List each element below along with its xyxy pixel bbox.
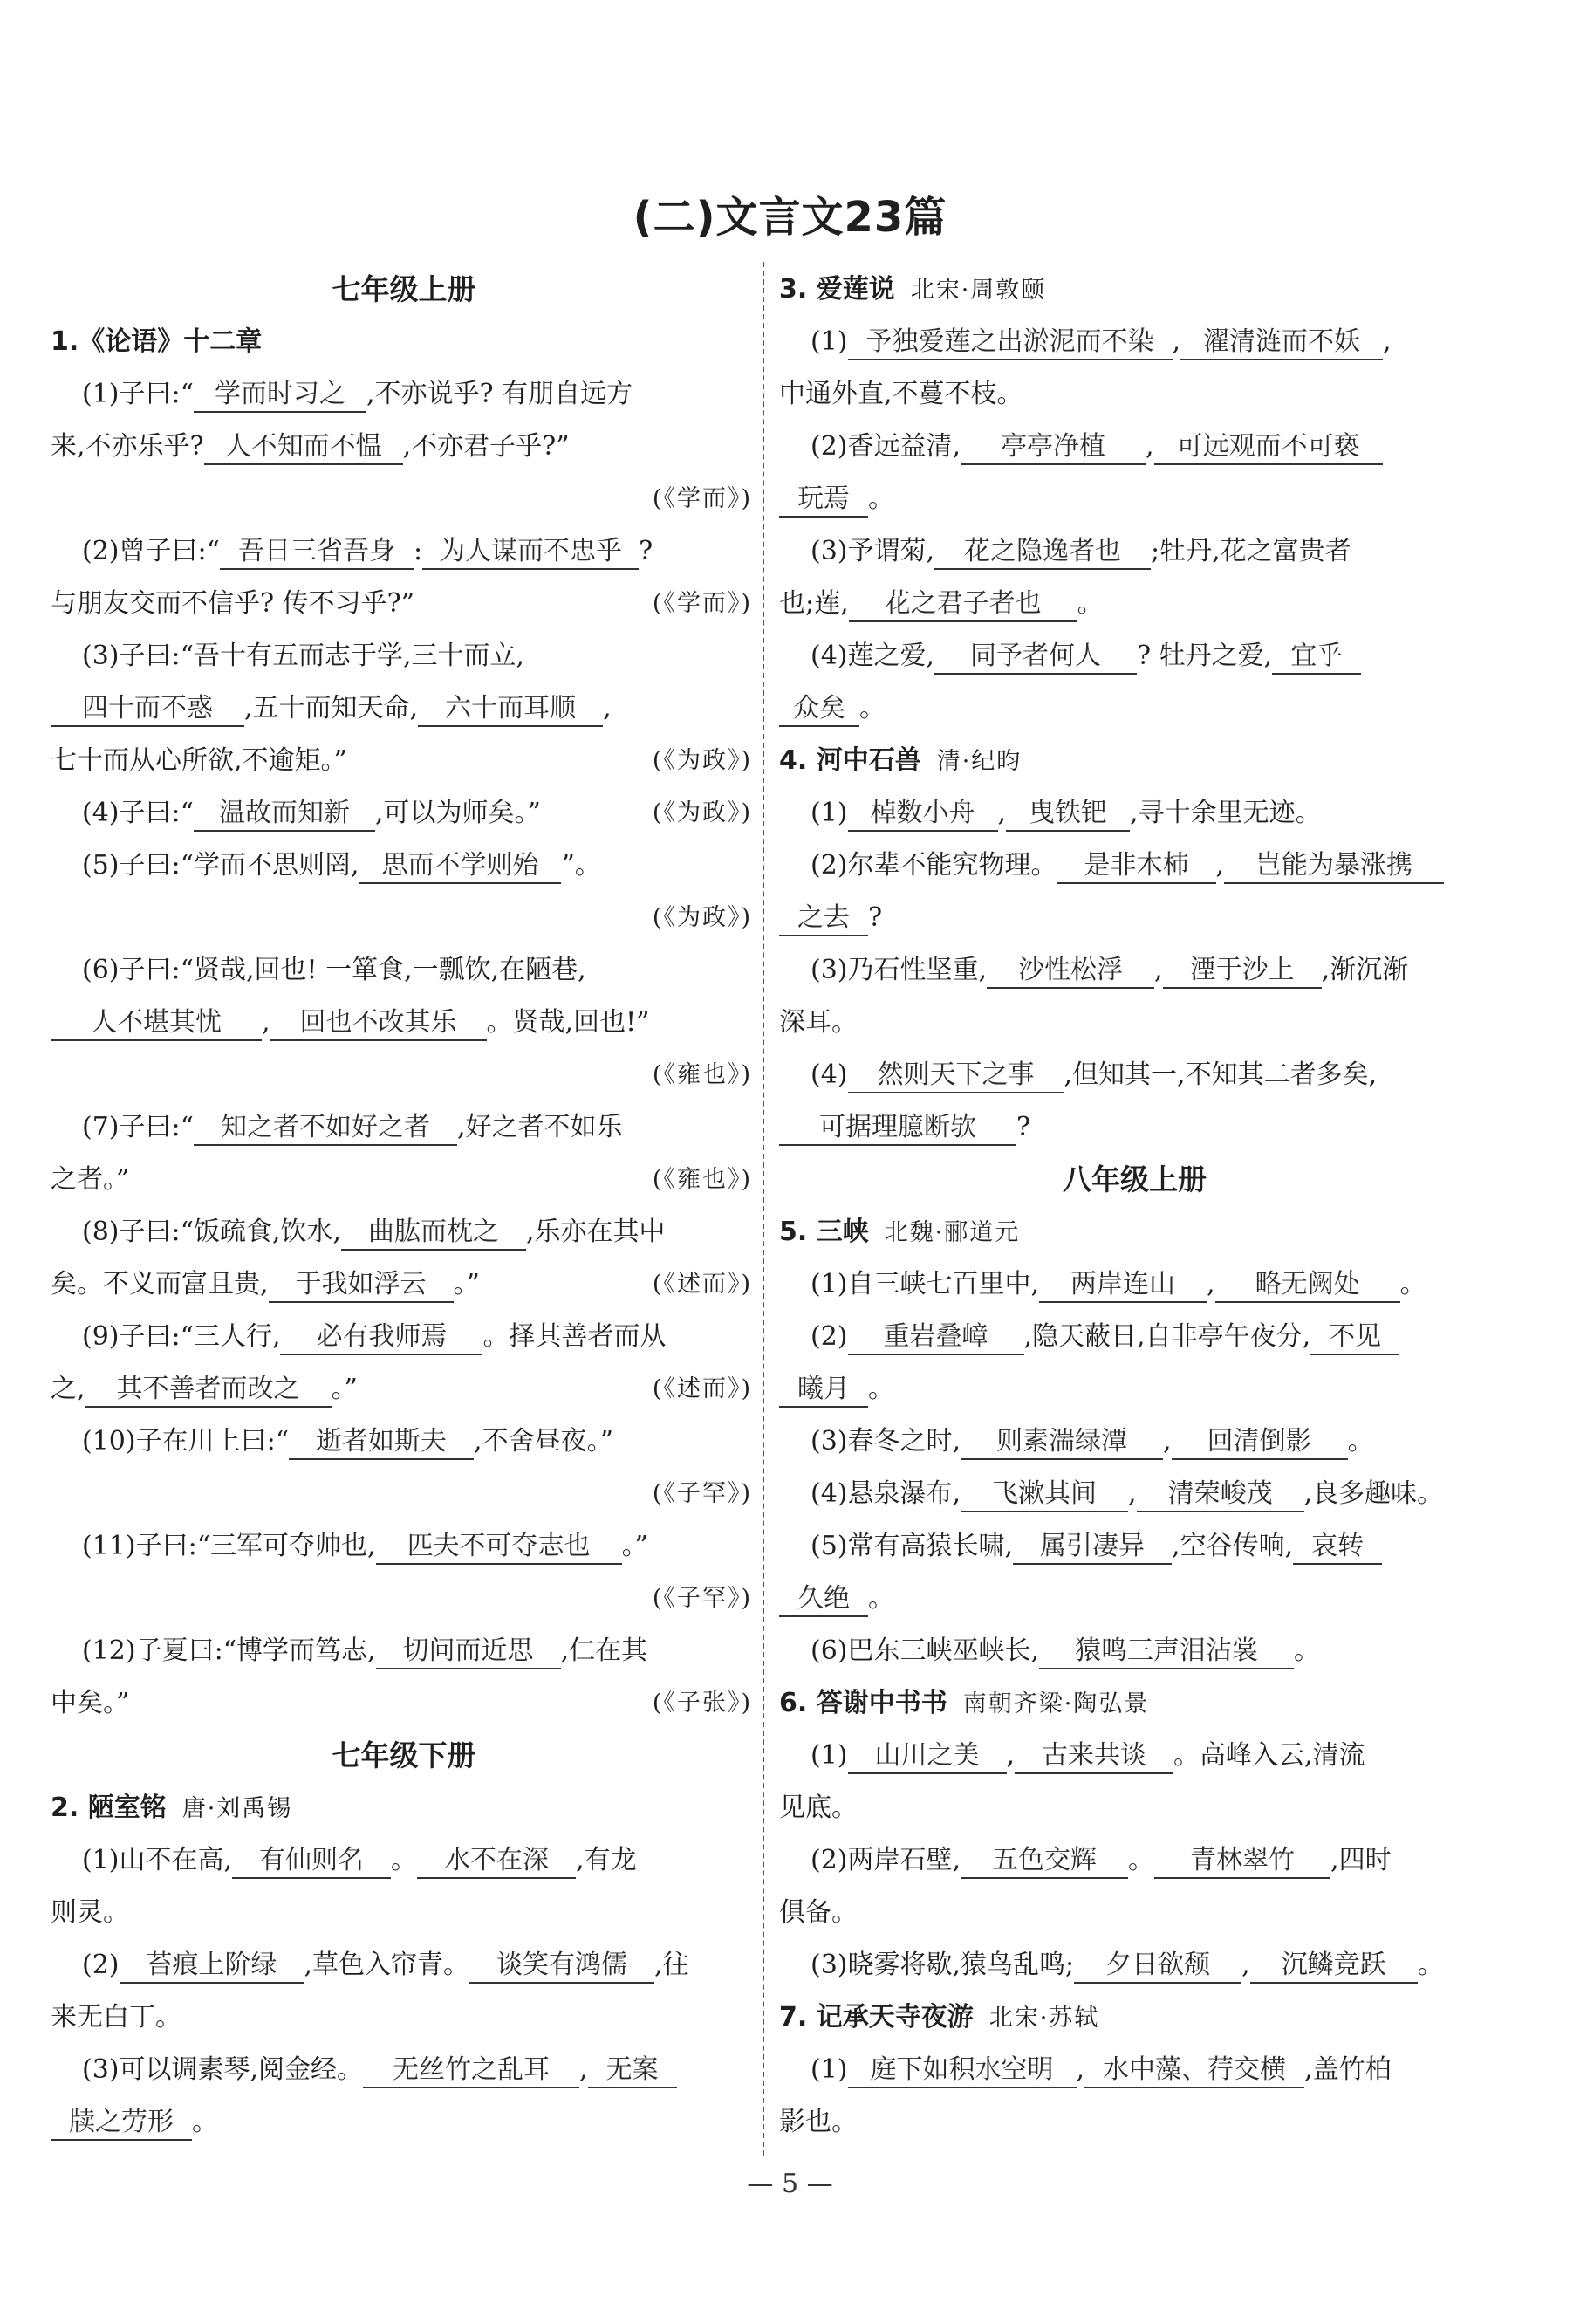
- text-line: [51, 944, 757, 997]
- text: ,不亦说乎? 有朋自远方: [366, 379, 633, 409]
- text: (9)子曰:“三人行,: [82, 1321, 281, 1352]
- text: (1)山不在高,: [82, 1845, 233, 1875]
- text: 。高峰入云,清流: [1173, 1740, 1365, 1771]
- text: (5)常有高猿长啸,: [811, 1531, 1014, 1561]
- text-line: [779, 1887, 1490, 1939]
- text-line: [51, 1416, 757, 1468]
- text-line: [779, 1363, 1490, 1416]
- answer-blank: 可据理臆断欤: [779, 1111, 1016, 1146]
- text-line: [779, 525, 1490, 578]
- text: 中通外直,不蔓不枝。: [779, 379, 1023, 409]
- text-line: [51, 525, 757, 578]
- answer-blank: 棹数小舟: [848, 797, 998, 832]
- text: (4)莲之爱,: [811, 641, 935, 671]
- source-ref: (《学而》): [652, 590, 752, 617]
- source-ref: (《雍也》): [652, 1061, 752, 1088]
- text: 影也。: [779, 2107, 858, 2137]
- answer-blank: 苔痕上阶绿: [120, 1949, 304, 1984]
- text: ?: [868, 902, 883, 933]
- text-line: [779, 944, 1490, 997]
- text: ,不舍昼夜。”: [474, 1426, 613, 1457]
- text: 。: [1347, 1426, 1374, 1457]
- text: (4)子曰:“: [82, 798, 194, 828]
- text: (1)自三峡七百里中,: [811, 1269, 1040, 1299]
- answer-blank: 岂能为暴涨携: [1224, 849, 1444, 884]
- answer-blank: 花之君子者也: [849, 587, 1077, 622]
- text: ,: [1076, 2054, 1085, 2085]
- text: 。”: [331, 1374, 358, 1404]
- text-line: [51, 368, 757, 421]
- text: 。择其善者而从: [482, 1321, 667, 1352]
- text: ,: [1146, 431, 1154, 462]
- text-line: [51, 1101, 757, 1154]
- section-heading: 八年级上册: [1063, 1162, 1207, 1196]
- text: ,: [1163, 1426, 1172, 1457]
- text-line: [51, 1625, 757, 1677]
- text: (2)两岸石壁,: [811, 1845, 961, 1875]
- text: ,空谷传响,: [1172, 1531, 1294, 1561]
- item-heading: [779, 735, 1490, 787]
- text: ,: [603, 693, 612, 723]
- text: (2)香远益清,: [811, 431, 961, 462]
- text-line: [51, 787, 757, 840]
- text-line: [51, 1363, 757, 1416]
- text: (3)春冬之时,: [811, 1426, 961, 1457]
- text: ,: [1207, 1269, 1215, 1299]
- text-line: [779, 787, 1490, 840]
- text-line: [51, 578, 757, 630]
- answer-blank: 飞漱其间: [961, 1477, 1128, 1512]
- text: ,: [262, 1007, 270, 1038]
- text: ,: [997, 798, 1007, 828]
- text: 。: [192, 2107, 218, 2137]
- text: ;牡丹,花之富贵者: [1151, 536, 1351, 566]
- answer-blank: 水中藻、荇交横: [1084, 2053, 1304, 2088]
- text: 。: [1128, 1845, 1155, 1875]
- source-ref: (《为政》): [652, 799, 752, 826]
- answer-blank: 为人谋而不忠乎: [422, 535, 639, 570]
- item-heading: [779, 1206, 1490, 1258]
- answer-blank: 宜乎: [1272, 640, 1361, 675]
- text: (6)巴东三峡巫峡长,: [811, 1635, 1040, 1666]
- text-line: [779, 1573, 1490, 1625]
- text: 。贤哉,回也!”: [486, 1007, 650, 1038]
- item-heading: [51, 316, 757, 368]
- text-line: [779, 1101, 1490, 1154]
- text-line: [51, 1834, 757, 1887]
- text-line: [779, 1730, 1490, 1782]
- answer-blank: 花之隐逸者也: [934, 535, 1151, 570]
- text: 见底。: [779, 1793, 858, 1823]
- text-line: [51, 630, 757, 682]
- text: 。: [1294, 1635, 1321, 1666]
- text: 。: [868, 483, 894, 514]
- answer-blank: 学而时习之: [194, 378, 366, 413]
- item-author: 北宋·周敦颐: [910, 277, 1047, 304]
- answer-blank: 水不在深: [417, 1844, 576, 1879]
- answer-blank: 无丝竹之乱耳: [363, 2053, 579, 2088]
- item-heading: [779, 264, 1490, 316]
- source-ref: (《子罕》): [652, 1585, 752, 1612]
- text: (11)子曰:“三军可夺帅也,: [82, 1531, 376, 1561]
- item-author: 唐·刘禹锡: [181, 1795, 293, 1822]
- text-line: [779, 840, 1490, 892]
- answer-blank: 切问而近思: [376, 1635, 561, 1669]
- item-author: 清·纪昀: [936, 748, 1023, 775]
- item-title: 5. 三峡: [779, 1217, 869, 1247]
- text-line: [51, 997, 757, 1049]
- column-divider: [763, 262, 764, 2156]
- text-line: [51, 1677, 757, 1730]
- answer-blank: 亭亭净植: [961, 430, 1146, 465]
- item-author: 北宋·苏轼: [988, 2005, 1100, 2032]
- item-heading: [51, 1782, 757, 1834]
- answer-blank: 人不堪其忧: [51, 1006, 262, 1041]
- text: 则灵。: [51, 1897, 129, 1928]
- text-line: [51, 1311, 757, 1363]
- source-ref: (《雍也》): [652, 1166, 752, 1193]
- answer-blank: 逝者如斯夫: [289, 1425, 474, 1460]
- text: 也;莲,: [779, 588, 849, 619]
- text-line: [779, 1834, 1490, 1887]
- text-line: [779, 1311, 1490, 1363]
- answer-blank: 四十而不惑: [51, 692, 244, 727]
- text: 俱备。: [779, 1897, 858, 1928]
- item-title: 3. 爱莲说: [779, 274, 895, 305]
- answer-blank: 山川之美: [848, 1739, 1007, 1774]
- answer-blank: 于我如浮云: [269, 1268, 454, 1303]
- answer-blank: 湮于沙上: [1163, 954, 1322, 989]
- answer-blank: 庭下如积水空明: [848, 2053, 1077, 2088]
- text: 与朋友交而不信乎? 传不习乎?”: [51, 588, 415, 619]
- text: ?: [639, 536, 653, 566]
- text: 之者。”: [51, 1164, 130, 1195]
- text: ,: [1215, 850, 1225, 881]
- text: ,草色入帘青。: [304, 1950, 470, 1980]
- item-author: 北魏·郦道元: [884, 1219, 1021, 1246]
- text: (4): [811, 1059, 848, 1090]
- text-line: [51, 1206, 757, 1258]
- text: (1): [811, 326, 848, 357]
- text: ?: [1016, 1112, 1031, 1142]
- text: :: [413, 536, 423, 566]
- text: (3)晓雾将歇,猿鸟乱鸣;: [811, 1950, 1075, 1980]
- answer-blank: 人不知而不愠: [204, 430, 403, 465]
- answer-blank: 清荣峻茂: [1137, 1477, 1304, 1512]
- text: 之,: [51, 1374, 85, 1404]
- text-line: [51, 1887, 757, 1939]
- source-ref: (《为政》): [652, 904, 752, 931]
- text: ,五十而知天命,: [244, 693, 419, 723]
- text-line: [779, 892, 1490, 944]
- text: 来无白丁。: [51, 2002, 181, 2033]
- text: ,不亦君子乎?”: [402, 431, 570, 462]
- text: 。: [1417, 1950, 1444, 1980]
- answer-blank: 然则天下之事: [848, 1059, 1064, 1093]
- text: ,盖竹柏: [1304, 2054, 1392, 2085]
- text-line: [51, 840, 757, 892]
- answer-blank: 之去: [779, 901, 868, 936]
- text-line: [51, 1992, 757, 2044]
- text: ”。: [561, 850, 601, 881]
- answer-blank: 沉鳞竞跃: [1250, 1949, 1418, 1984]
- text: (2): [82, 1950, 120, 1980]
- text: (3)子曰:“吾十有五而志于学,三十而立,: [82, 641, 525, 671]
- text: (12)子夏曰:“博学而笃志,: [82, 1635, 376, 1666]
- answer-blank: 重岩叠嶂: [848, 1320, 1024, 1355]
- text: ,渐沉渐: [1321, 955, 1409, 985]
- answer-blank: 两岸连山: [1039, 1268, 1207, 1303]
- text-line: [51, 421, 757, 473]
- text-line: [51, 682, 757, 735]
- item-heading: [779, 1992, 1490, 2044]
- text: ,: [1006, 1740, 1016, 1771]
- answer-blank: 则素湍绿潭: [961, 1425, 1163, 1460]
- answer-blank: 回清倒影: [1172, 1425, 1348, 1460]
- text-line: [779, 368, 1490, 421]
- page-number: — 5 —: [747, 2169, 833, 2199]
- source-ref: (《述而》): [652, 1271, 752, 1298]
- text-line: [779, 682, 1490, 735]
- answer-blank: 谈笑有鸿儒: [469, 1949, 654, 1984]
- text: ,: [1128, 1478, 1137, 1509]
- text: 中矣。”: [51, 1688, 130, 1718]
- text-line: [779, 1049, 1490, 1101]
- answer-blank: 猿鸣三声泪沾裳: [1039, 1635, 1294, 1669]
- text-line: [779, 473, 1490, 525]
- text-line: [779, 578, 1490, 630]
- text: (7)子曰:“: [82, 1112, 194, 1142]
- answer-blank: 哀转: [1293, 1530, 1382, 1565]
- text-line: [779, 1782, 1490, 1834]
- text: 。”: [621, 1531, 648, 1561]
- text-line: [51, 2096, 757, 2149]
- source-ref: (《为政》): [652, 747, 752, 774]
- answer-blank: 匹夫不可夺志也: [376, 1530, 622, 1565]
- text: ,但知其一,不知其二者多矣,: [1064, 1059, 1378, 1090]
- answer-blank: 五色交辉: [961, 1844, 1128, 1879]
- source-ref: (《学而》): [652, 485, 752, 512]
- text: ,: [1172, 326, 1181, 357]
- text: 。”: [453, 1269, 480, 1299]
- answer-blank: 知之者不如好之者: [194, 1111, 457, 1146]
- answer-blank: 曳铁钯: [1006, 797, 1130, 832]
- source-ref: (《子罕》): [652, 1480, 752, 1507]
- text: (3)乃石性坚重,: [811, 955, 988, 985]
- answer-blank: 夕日欲颓: [1074, 1949, 1241, 1984]
- text: ,: [1383, 326, 1392, 357]
- answer-blank: 六十而耳顺: [418, 692, 603, 727]
- text: 。: [868, 1583, 894, 1614]
- answer-blank: 不见: [1310, 1320, 1399, 1355]
- text: (2)曾子曰:“: [82, 536, 220, 566]
- text: ,乐亦在其中: [526, 1217, 666, 1247]
- answer-blank: 是非木杮: [1057, 849, 1216, 884]
- text-line: [51, 1154, 757, 1206]
- answer-blank: 众矣: [779, 692, 859, 727]
- answer-blank: 有仙则名: [232, 1844, 391, 1879]
- text-line: [779, 1625, 1490, 1677]
- answer-blank: 属引凄异: [1013, 1530, 1172, 1565]
- answer-blank: 曲肱而枕之: [341, 1216, 526, 1251]
- text-line: [51, 1520, 757, 1573]
- text: 深耳。: [779, 1007, 858, 1038]
- text: (5)子曰:“学而不思则罔,: [82, 850, 359, 881]
- section-heading: 七年级上册: [332, 272, 476, 306]
- text: 。: [859, 693, 886, 723]
- item-title: 1.《论语》十二章: [51, 326, 263, 357]
- text-line: [779, 2044, 1490, 2096]
- answer-blank: 回也不改其乐: [270, 1006, 487, 1041]
- left-column: [51, 264, 757, 2149]
- answer-blank: 濯清涟而不妖: [1180, 326, 1383, 360]
- text: ? 牡丹之爱,: [1137, 641, 1273, 671]
- text: (10)子在川上曰:“: [82, 1426, 290, 1457]
- answer-blank: 可远观而不可亵: [1154, 430, 1383, 465]
- text: ,好之者不如乐: [456, 1112, 623, 1142]
- text-line: [779, 2096, 1490, 2149]
- text: 。: [1077, 588, 1104, 619]
- text: (2): [811, 1321, 848, 1352]
- text-line: [779, 1416, 1490, 1468]
- text-line: [779, 421, 1490, 473]
- text-line: [779, 1258, 1490, 1311]
- answer-blank: 其不善者而改之: [85, 1373, 332, 1408]
- answer-blank: 青林翠竹: [1154, 1844, 1330, 1879]
- answer-blank: 无案: [588, 2053, 677, 2088]
- answer-blank: 吾日三省吾身: [220, 535, 414, 570]
- text: 来,不亦乐乎?: [51, 431, 204, 462]
- text: (2)尔辈不能究物理。: [811, 850, 1057, 881]
- text: 。: [868, 1374, 894, 1404]
- text: (1): [811, 2054, 848, 2085]
- text-line: [51, 735, 757, 787]
- section-heading: 七年级下册: [332, 1738, 476, 1772]
- text: (8)子曰:“饭疏食,饮水,: [82, 1217, 342, 1247]
- item-title: 4. 河中石兽: [779, 745, 921, 776]
- text: ,寻十余里无迹。: [1130, 798, 1322, 828]
- text: (3)予谓菊,: [811, 536, 935, 566]
- text: 矣。不义而富且贵,: [51, 1269, 269, 1299]
- text: ,良多趣味。: [1303, 1478, 1444, 1509]
- answer-blank: 同予者何人: [934, 640, 1137, 675]
- answer-blank: 曦月: [779, 1373, 868, 1408]
- text: ,可以为师矣。”: [374, 798, 541, 828]
- text: ,: [1241, 1950, 1250, 1980]
- answer-blank: 久绝: [779, 1582, 868, 1617]
- text: (1)子曰:“: [82, 379, 194, 409]
- text: ,隐天蔽日,自非亭午夜分,: [1023, 1321, 1311, 1352]
- item-title: 7. 记承天寺夜游: [779, 2002, 974, 2033]
- answer-blank: 古来共谈: [1015, 1739, 1173, 1774]
- answer-blank: 略无阙处: [1215, 1268, 1400, 1303]
- item-title: 2. 陋室铭: [51, 1793, 167, 1823]
- text: (6)子曰:“贤哉,回也! 一箪食,一瓢饮,在陋巷,: [82, 955, 586, 985]
- right-column: [779, 264, 1490, 2149]
- text: (1): [811, 1740, 848, 1771]
- text-line: [51, 1258, 757, 1311]
- text: 。: [391, 1845, 418, 1875]
- text: ,四时: [1330, 1845, 1392, 1875]
- text-line: [779, 1520, 1490, 1573]
- text: (4)悬泉瀑布,: [811, 1478, 961, 1509]
- item-author: 南朝齐梁·陶弘景: [962, 1690, 1150, 1717]
- answer-blank: 沙性松浮: [987, 954, 1154, 989]
- text-line: [779, 630, 1490, 682]
- text-line: [51, 2044, 757, 2096]
- text-line: [779, 1468, 1490, 1520]
- text-line: [779, 316, 1490, 368]
- text: (3)可以调素琴,阅金经。: [82, 2054, 364, 2085]
- text-line: [779, 997, 1490, 1049]
- item-title: 6. 答谢中书书: [779, 1688, 947, 1718]
- answer-blank: 温故而知新: [194, 797, 375, 832]
- text: 。: [1399, 1269, 1426, 1299]
- answer-blank: 思而不学则殆: [359, 849, 561, 884]
- answer-blank: 必有我师焉: [280, 1320, 482, 1355]
- text: ,: [579, 2054, 588, 2085]
- text-line: [51, 1939, 757, 1992]
- answer-blank: 牍之劳形: [51, 2106, 192, 2141]
- text: (1): [811, 798, 848, 828]
- text-line: [779, 1939, 1490, 1992]
- source-ref: (《子张》): [652, 1690, 752, 1717]
- text: ,: [1154, 955, 1163, 985]
- text: 七十而从心所欲,不逾矩。”: [51, 745, 347, 776]
- page-title: (二)文言文23篇: [633, 193, 947, 242]
- text: ,往: [654, 1950, 689, 1980]
- text: ,仁在其: [560, 1635, 648, 1666]
- item-heading: [779, 1677, 1490, 1730]
- answer-blank: 予独爱莲之出淤泥而不染: [848, 326, 1173, 360]
- source-ref: (《述而》): [652, 1375, 752, 1402]
- answer-blank: 玩焉: [779, 483, 868, 518]
- text: ,有龙: [576, 1845, 637, 1875]
